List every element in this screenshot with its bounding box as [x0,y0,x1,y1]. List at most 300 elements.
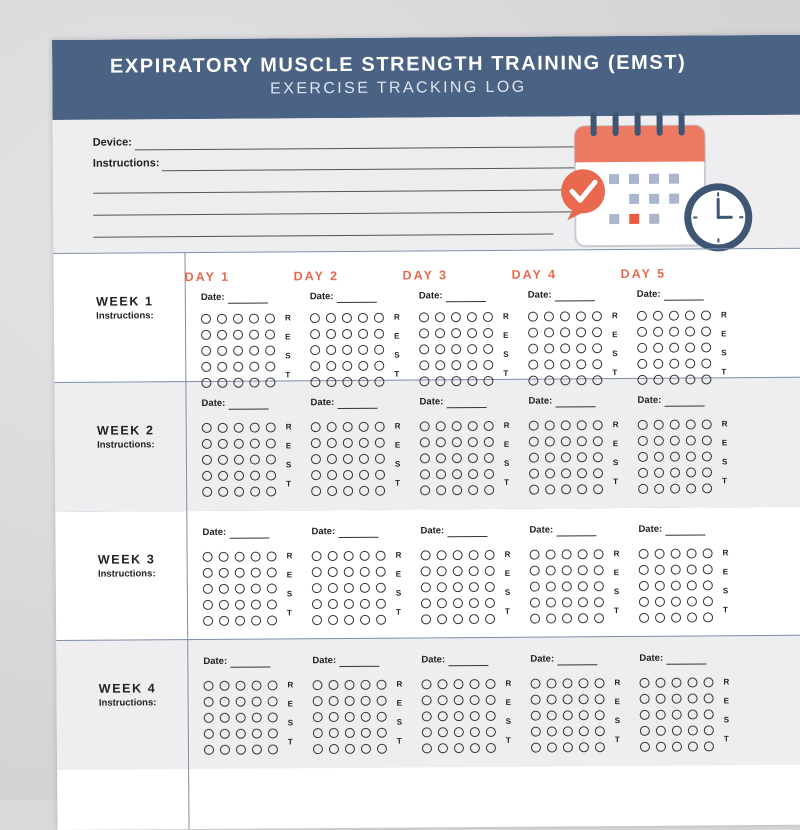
tracking-circle[interactable] [637,343,647,353]
tracking-circle[interactable] [329,696,339,706]
tracking-circle[interactable] [703,564,713,574]
tracking-circle[interactable] [326,313,336,323]
tracking-circle[interactable] [376,615,386,625]
tracking-circle[interactable] [329,744,339,754]
tracking-circle[interactable] [639,597,649,607]
tracking-circle[interactable] [343,486,353,496]
tracking-circle[interactable] [437,598,447,608]
tracking-circle[interactable] [671,565,681,575]
tracking-circle[interactable] [310,377,320,387]
tracking-circle[interactable] [453,550,463,560]
tracking-circle[interactable] [326,329,336,339]
tracking-circle[interactable] [563,726,573,736]
tracking-circle[interactable] [702,419,712,429]
tracking-circle[interactable] [454,743,464,753]
tracking-circle[interactable] [267,583,277,593]
tracking-circle[interactable] [453,582,463,592]
tracking-circle[interactable] [469,582,479,592]
tracking-circle[interactable] [655,565,665,575]
tracking-circle[interactable] [311,422,321,432]
tracking-circle[interactable] [265,361,275,371]
tracking-circle[interactable] [547,726,557,736]
tracking-circle[interactable] [531,743,541,753]
tracking-circle[interactable] [419,328,429,338]
tracking-circle[interactable] [374,329,384,339]
tracking-circle[interactable] [313,696,323,706]
tracking-circle[interactable] [688,694,698,704]
tracking-circle[interactable] [638,436,648,446]
tracking-circle[interactable] [483,328,493,338]
tracking-circle[interactable] [671,549,681,559]
tracking-circle[interactable] [528,360,538,370]
tracking-circle[interactable] [578,581,588,591]
tracking-circle[interactable] [201,314,211,324]
tracking-circle[interactable] [236,745,246,755]
tracking-circle[interactable] [686,420,696,430]
tracking-circle[interactable] [484,437,494,447]
tracking-circle[interactable] [454,711,464,721]
tracking-circle[interactable] [326,377,336,387]
tracking-circle[interactable] [436,469,446,479]
tracking-circle[interactable] [672,694,682,704]
tracking-circle[interactable] [655,613,665,623]
tracking-circle[interactable] [669,343,679,353]
tracking-circle[interactable] [360,599,370,609]
tracking-circle[interactable] [639,549,649,559]
tracking-circle[interactable] [218,423,228,433]
tracking-circle[interactable] [547,694,557,704]
tracking-circle[interactable] [656,726,666,736]
tracking-circle[interactable] [637,375,647,385]
tracking-circle[interactable] [467,312,477,322]
tracking-circle[interactable] [561,452,571,462]
tracking-circle[interactable] [546,597,556,607]
tracking-circle[interactable] [249,314,259,324]
tracking-circle[interactable] [310,361,320,371]
tracking-circle[interactable] [703,596,713,606]
tracking-circle[interactable] [313,728,323,738]
tracking-circle[interactable] [251,616,261,626]
tracking-circle[interactable] [593,468,603,478]
tracking-circle[interactable] [592,359,602,369]
tracking-circle[interactable] [422,727,432,737]
tracking-circle[interactable] [470,743,480,753]
tracking-circle[interactable] [420,437,430,447]
tracking-circle[interactable] [376,567,386,577]
tracking-circle[interactable] [454,727,464,737]
tracking-circle[interactable] [576,343,586,353]
tracking-circle[interactable] [249,378,259,388]
tracking-circle[interactable] [530,614,540,624]
tracking-circle[interactable] [419,312,429,322]
tracking-circle[interactable] [578,678,588,688]
tracking-circle[interactable] [327,486,337,496]
tracking-circle[interactable] [687,581,697,591]
tracking-circle[interactable] [637,311,647,321]
tracking-circle[interactable] [638,484,648,494]
tracking-circle[interactable] [328,567,338,577]
tracking-circle[interactable] [579,694,589,704]
tracking-circle[interactable] [358,329,368,339]
tracking-circle[interactable] [576,327,586,337]
tracking-circle[interactable] [592,311,602,321]
tracking-circle[interactable] [218,439,228,449]
tracking-circle[interactable] [640,710,650,720]
tracking-circle[interactable] [435,312,445,322]
tracking-circle[interactable] [359,470,369,480]
tracking-circle[interactable] [639,581,649,591]
tracking-circle[interactable] [453,566,463,576]
tracking-circle[interactable] [235,568,245,578]
tracking-circle[interactable] [233,314,243,324]
tracking-circle[interactable] [528,328,538,338]
tracking-circle[interactable] [218,471,228,481]
tracking-circle[interactable] [376,551,386,561]
tracking-circle[interactable] [201,378,211,388]
tracking-circle[interactable] [544,376,554,386]
tracking-circle[interactable] [437,550,447,560]
tracking-circle[interactable] [562,549,572,559]
tracking-circle[interactable] [687,597,697,607]
tracking-circle[interactable] [561,468,571,478]
tracking-circle[interactable] [233,378,243,388]
tracking-circle[interactable] [703,580,713,590]
tracking-circle[interactable] [484,485,494,495]
tracking-circle[interactable] [671,613,681,623]
tracking-circle[interactable] [468,485,478,495]
tracking-circle[interactable] [654,468,664,478]
tracking-circle[interactable] [310,313,320,323]
tracking-circle[interactable] [326,361,336,371]
tracking-circle[interactable] [438,695,448,705]
tracking-circle[interactable] [671,597,681,607]
tracking-circle[interactable] [421,550,431,560]
tracking-circle[interactable] [267,615,277,625]
tracking-circle[interactable] [234,487,244,497]
tracking-circle[interactable] [421,582,431,592]
tracking-circle[interactable] [484,421,494,431]
tracking-circle[interactable] [266,454,276,464]
tracking-circle[interactable] [672,742,682,752]
tracking-circle[interactable] [358,345,368,355]
tracking-circle[interactable] [328,615,338,625]
tracking-circle[interactable] [201,346,211,356]
tracking-circle[interactable] [451,360,461,370]
tracking-circle[interactable] [268,696,278,706]
tracking-circle[interactable] [670,468,680,478]
tracking-circle[interactable] [560,311,570,321]
tracking-circle[interactable] [313,712,323,722]
tracking-circle[interactable] [235,600,245,610]
tracking-circle[interactable] [217,378,227,388]
tracking-circle[interactable] [560,359,570,369]
tracking-circle[interactable] [234,423,244,433]
tracking-circle[interactable] [685,343,695,353]
tracking-circle[interactable] [483,376,493,386]
tracking-circle[interactable] [419,360,429,370]
tracking-circle[interactable] [688,710,698,720]
tracking-circle[interactable] [655,597,665,607]
tracking-circle[interactable] [265,345,275,355]
tracking-circle[interactable] [703,612,713,622]
tracking-circle[interactable] [563,742,573,752]
tracking-circle[interactable] [593,484,603,494]
tracking-circle[interactable] [530,582,540,592]
tracking-circle[interactable] [219,616,229,626]
tracking-circle[interactable] [342,377,352,387]
tracking-circle[interactable] [342,329,352,339]
tracking-circle[interactable] [251,600,261,610]
tracking-circle[interactable] [312,583,322,593]
tracking-circle[interactable] [485,598,495,608]
tracking-circle[interactable] [468,453,478,463]
tracking-circle[interactable] [702,467,712,477]
tracking-circle[interactable] [686,468,696,478]
tracking-circle[interactable] [594,581,604,591]
tracking-circle[interactable] [638,468,648,478]
tracking-circle[interactable] [344,551,354,561]
tracking-circle[interactable] [202,455,212,465]
tracking-circle[interactable] [485,550,495,560]
tracking-circle[interactable] [345,728,355,738]
tracking-circle[interactable] [672,710,682,720]
tracking-circle[interactable] [544,328,554,338]
tracking-circle[interactable] [250,455,260,465]
tracking-circle[interactable] [359,422,369,432]
tracking-circle[interactable] [701,310,711,320]
tracking-circle[interactable] [250,439,260,449]
tracking-circle[interactable] [236,713,246,723]
tracking-circle[interactable] [342,345,352,355]
tracking-circle[interactable] [562,678,572,688]
tracking-circle[interactable] [375,470,385,480]
tracking-circle[interactable] [685,311,695,321]
tracking-circle[interactable] [359,438,369,448]
tracking-circle[interactable] [358,377,368,387]
tracking-circle[interactable] [470,695,480,705]
tracking-circle[interactable] [653,343,663,353]
tracking-circle[interactable] [361,712,371,722]
tracking-circle[interactable] [672,726,682,736]
tracking-circle[interactable] [546,581,556,591]
tracking-circle[interactable] [530,598,540,608]
tracking-circle[interactable] [704,709,714,719]
tracking-circle[interactable] [220,713,230,723]
tracking-circle[interactable] [234,439,244,449]
tracking-circle[interactable] [267,599,277,609]
tracking-circle[interactable] [361,696,371,706]
tracking-circle[interactable] [437,614,447,624]
tracking-circle[interactable] [483,312,493,322]
tracking-circle[interactable] [579,710,589,720]
tracking-circle[interactable] [528,344,538,354]
tracking-circle[interactable] [638,420,648,430]
tracking-circle[interactable] [529,421,539,431]
tracking-circle[interactable] [376,680,386,690]
tracking-circle[interactable] [562,613,572,623]
tracking-circle[interactable] [267,567,277,577]
tracking-circle[interactable] [640,694,650,704]
tracking-circle[interactable] [377,696,387,706]
tracking-circle[interactable] [265,329,275,339]
tracking-circle[interactable] [375,454,385,464]
tracking-circle[interactable] [701,342,711,352]
tracking-circle[interactable] [593,420,603,430]
tracking-circle[interactable] [235,616,245,626]
tracking-circle[interactable] [420,469,430,479]
tracking-circle[interactable] [468,469,478,479]
tracking-circle[interactable] [419,376,429,386]
tracking-circle[interactable] [592,327,602,337]
tracking-circle[interactable] [329,712,339,722]
tracking-circle[interactable] [561,484,571,494]
tracking-circle[interactable] [203,568,213,578]
tracking-circle[interactable] [437,582,447,592]
tracking-circle[interactable] [653,327,663,337]
tracking-circle[interactable] [576,375,586,385]
tracking-circle[interactable] [486,743,496,753]
tracking-circle[interactable] [267,680,277,690]
tracking-circle[interactable] [669,327,679,337]
tracking-circle[interactable] [687,613,697,623]
tracking-circle[interactable] [452,437,462,447]
tracking-circle[interactable] [530,566,540,576]
tracking-circle[interactable] [561,420,571,430]
tracking-circle[interactable] [702,435,712,445]
tracking-circle[interactable] [203,681,213,691]
tracking-circle[interactable] [560,375,570,385]
tracking-circle[interactable] [469,550,479,560]
tracking-circle[interactable] [546,678,556,688]
tracking-circle[interactable] [529,485,539,495]
tracking-circle[interactable] [653,311,663,321]
tracking-circle[interactable] [374,361,384,371]
tracking-circle[interactable] [249,330,259,340]
tracking-circle[interactable] [451,328,461,338]
tracking-circle[interactable] [687,565,697,575]
tracking-circle[interactable] [451,312,461,322]
tracking-circle[interactable] [312,599,322,609]
tracking-circle[interactable] [547,710,557,720]
tracking-circle[interactable] [218,455,228,465]
tracking-circle[interactable] [638,452,648,462]
tracking-circle[interactable] [531,727,541,737]
tracking-circle[interactable] [328,680,338,690]
tracking-circle[interactable] [670,452,680,462]
tracking-circle[interactable] [236,697,246,707]
tracking-circle[interactable] [235,681,245,691]
tracking-circle[interactable] [545,436,555,446]
tracking-circle[interactable] [201,362,211,372]
tracking-circle[interactable] [419,344,429,354]
tracking-circle[interactable] [563,710,573,720]
tracking-circle[interactable] [343,422,353,432]
tracking-circle[interactable] [312,680,322,690]
tracking-circle[interactable] [203,616,213,626]
tracking-circle[interactable] [639,678,649,688]
tracking-circle[interactable] [578,597,588,607]
tracking-circle[interactable] [653,359,663,369]
tracking-circle[interactable] [327,438,337,448]
tracking-circle[interactable] [704,693,714,703]
tracking-circle[interactable] [686,484,696,494]
tracking-circle[interactable] [421,614,431,624]
tracking-circle[interactable] [437,679,447,689]
tracking-circle[interactable] [545,468,555,478]
tracking-circle[interactable] [328,551,338,561]
tracking-circle[interactable] [220,745,230,755]
tracking-circle[interactable] [595,726,605,736]
tracking-circle[interactable] [688,726,698,736]
tracking-circle[interactable] [267,551,277,561]
tracking-circle[interactable] [420,421,430,431]
tracking-circle[interactable] [531,711,541,721]
tracking-circle[interactable] [656,694,666,704]
tracking-circle[interactable] [326,345,336,355]
instructions-field-line-3[interactable] [93,211,573,215]
tracking-circle[interactable] [637,359,647,369]
tracking-circle[interactable] [469,614,479,624]
tracking-circle[interactable] [436,437,446,447]
tracking-circle[interactable] [220,697,230,707]
tracking-circle[interactable] [435,344,445,354]
tracking-circle[interactable] [687,549,697,559]
tracking-circle[interactable] [266,486,276,496]
tracking-circle[interactable] [452,421,462,431]
tracking-circle[interactable] [530,550,540,560]
tracking-circle[interactable] [685,359,695,369]
tracking-circle[interactable] [312,615,322,625]
tracking-circle[interactable] [468,437,478,447]
tracking-circle[interactable] [344,680,354,690]
tracking-circle[interactable] [436,453,446,463]
tracking-circle[interactable] [327,454,337,464]
tracking-circle[interactable] [654,436,664,446]
tracking-circle[interactable] [329,728,339,738]
tracking-circle[interactable] [311,486,321,496]
tracking-circle[interactable] [233,346,243,356]
tracking-circle[interactable] [377,728,387,738]
tracking-circle[interactable] [377,712,387,722]
tracking-circle[interactable] [422,711,432,721]
tracking-circle[interactable] [562,565,572,575]
tracking-circle[interactable] [563,694,573,704]
tracking-circle[interactable] [468,421,478,431]
tracking-circle[interactable] [219,600,229,610]
tracking-circle[interactable] [203,552,213,562]
tracking-circle[interactable] [374,313,384,323]
tracking-circle[interactable] [637,327,647,337]
tracking-circle[interactable] [703,677,713,687]
tracking-circle[interactable] [640,726,650,736]
tracking-circle[interactable] [435,376,445,386]
tracking-circle[interactable] [250,423,260,433]
tracking-circle[interactable] [422,743,432,753]
tracking-circle[interactable] [265,313,275,323]
tracking-circle[interactable] [594,565,604,575]
tracking-circle[interactable] [485,614,495,624]
tracking-circle[interactable] [360,680,370,690]
tracking-circle[interactable] [656,710,666,720]
tracking-circle[interactable] [528,376,538,386]
tracking-circle[interactable] [358,361,368,371]
tracking-circle[interactable] [250,487,260,497]
tracking-circle[interactable] [595,710,605,720]
instructions-field-line-1[interactable] [162,167,586,171]
tracking-circle[interactable] [483,360,493,370]
tracking-circle[interactable] [545,484,555,494]
tracking-circle[interactable] [202,423,212,433]
